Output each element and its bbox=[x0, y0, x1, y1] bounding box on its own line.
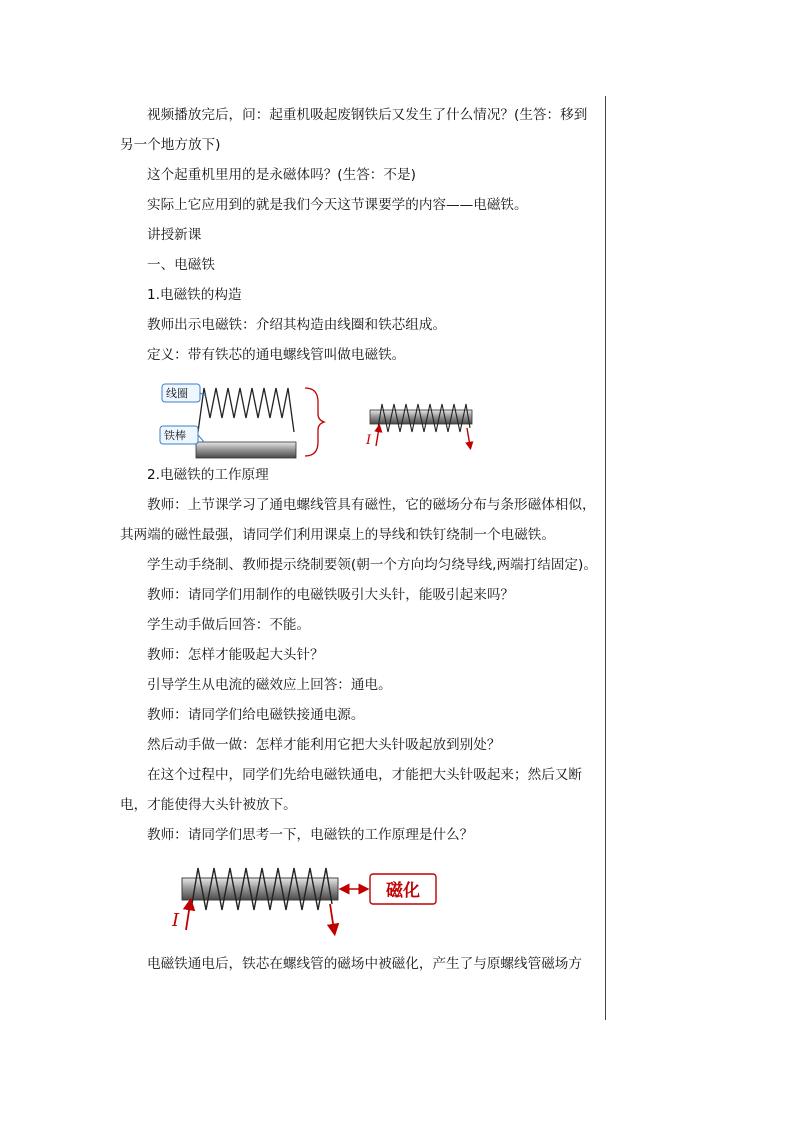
paragraph: 教师：怎样才能吸起大头针？ bbox=[147, 647, 324, 663]
section-heading: 讲授新课 bbox=[147, 227, 202, 243]
paragraph: 教师出示电磁铁：介绍其构造由线圈和铁芯组成。 bbox=[147, 317, 447, 333]
rod-label: 铁棒 bbox=[164, 429, 186, 442]
magnetization-diagram bbox=[120, 854, 600, 949]
subsection-heading: 1.电磁铁的构造 bbox=[147, 287, 242, 303]
current-label: I bbox=[172, 910, 180, 931]
paragraph: 教师：请同学们给电磁铁接通电源。 bbox=[147, 707, 365, 723]
coil-spring bbox=[198, 388, 294, 432]
paragraph: 学生动手绕制、教师提示绕制要领(朝一个方向均匀绕导线,两端打结固定)。 bbox=[147, 557, 597, 573]
paragraph: 这个起重机里用的是永磁体吗？(生答：不是) bbox=[147, 167, 416, 183]
definition-paragraph: 定义：带有铁芯的通电螺线管叫做电磁铁。 bbox=[147, 347, 406, 363]
subsection-heading: 2.电磁铁的工作原理 bbox=[147, 467, 269, 483]
table-right-border bbox=[605, 96, 606, 1020]
magnetization-label: 磁化 bbox=[386, 881, 420, 901]
current-label: I bbox=[366, 433, 372, 448]
paragraph: 然后动手做一做：怎样才能利用它把大头针吸起放到别处？ bbox=[147, 737, 501, 753]
document-body bbox=[120, 100, 600, 979]
paragraph: 视频播放完后，问：起重机吸起废钢铁后又发生了什么情况？(生答：移到另一个地方放下) bbox=[120, 107, 588, 153]
paragraph: 引导学生从电流的磁效应上回答：通电。 bbox=[147, 677, 392, 693]
paragraph: 教师：上节课学习了通电螺线管具有磁性，它的磁场分布与条形磁体相似，其两端的磁性最强，请同学们利用课桌上的导线和铁钉绕制一个电磁铁。 bbox=[120, 497, 596, 543]
paragraph: 教师：请同学们用制作的电磁铁吸引大头针，能吸引起来吗？ bbox=[147, 587, 515, 603]
iron-rod bbox=[196, 442, 296, 458]
electromagnet-structure-figure bbox=[120, 370, 600, 460]
electromagnet-structure-diagram bbox=[120, 370, 600, 460]
section-heading: 一、电磁铁 bbox=[147, 257, 215, 273]
paragraph: 教师：请同学们思考一下，电磁铁的工作原理是什么？ bbox=[147, 827, 474, 843]
coil-label: 线圈 bbox=[166, 387, 188, 400]
paragraph: 在这个过程中，同学们先给电磁铁通电，才能把大头针吸起来；然后又断电，才能使得大头针被放下。 bbox=[120, 767, 582, 813]
brace bbox=[305, 388, 324, 456]
paragraph: 电磁铁通电后，铁芯在螺线管的磁场中被磁化，产生了与原螺线管磁场方 bbox=[147, 956, 582, 972]
magnetization-figure bbox=[120, 854, 600, 949]
paragraph: 学生动手做后回答：不能。 bbox=[147, 617, 311, 633]
paragraph: 实际上它应用到的就是我们今天这节课要学的内容——电磁铁。 bbox=[147, 197, 528, 213]
